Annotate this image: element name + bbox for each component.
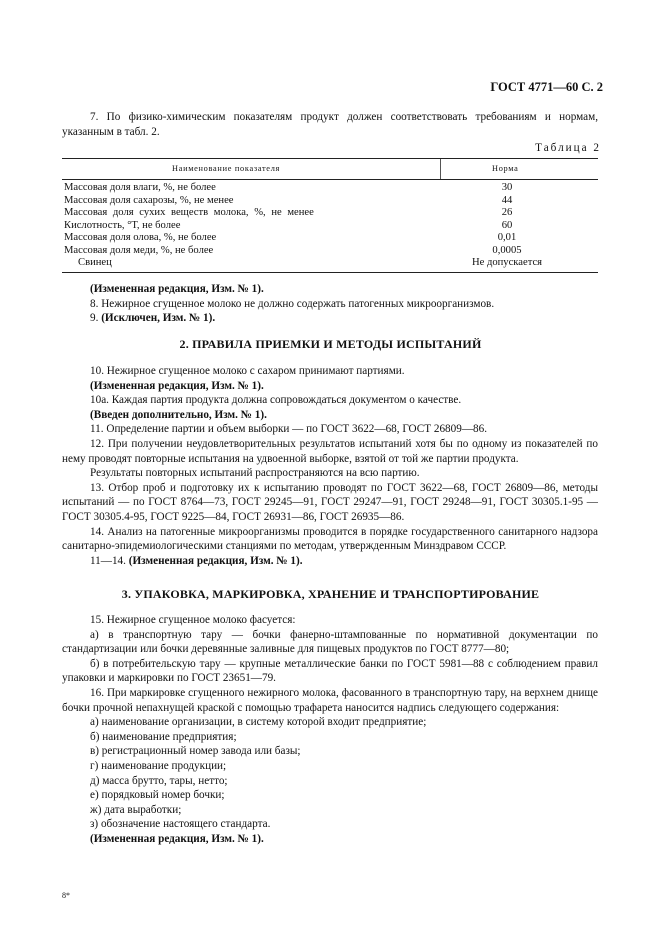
section-2-body bbox=[62, 364, 598, 568]
paragraph-9 bbox=[62, 311, 598, 326]
table-row-value: 60 bbox=[501, 219, 513, 231]
paragraph-14: 14. Анализ на патогенные микроорганизмы проводится в порядке государственного санитарного надзора санитарно-эпидемиологическими станциями по методам, утвержденным Минздравом СССР. bbox=[62, 525, 598, 553]
table-row bbox=[62, 257, 598, 270]
page-footer-mark: 8* bbox=[62, 891, 70, 900]
paragraph-12b: Результаты повторных испытаний распространяются на всю партию. bbox=[90, 467, 420, 480]
page-header: ГОСТ 4771—60 С. 2 bbox=[490, 80, 603, 94]
table-row-value: 26 bbox=[501, 207, 513, 218]
list-item: г) наименование продукции; bbox=[90, 759, 227, 772]
amendment-note: (Введен дополнительно, Изм. № 1). bbox=[90, 408, 267, 421]
amendment-note: (Измененная редакция, Изм. № 1). bbox=[90, 283, 264, 295]
paragraph-11-14 bbox=[62, 554, 598, 569]
section-3-body bbox=[62, 613, 598, 847]
paragraph-9-number: 9. bbox=[90, 312, 99, 325]
table-body bbox=[62, 182, 598, 270]
list-item: з) обозначение настоящего стандарта. bbox=[90, 818, 271, 831]
paragraph-9-status: (Исключен, Изм. № 1). bbox=[101, 312, 216, 325]
table-row-name: Свинец bbox=[78, 257, 112, 268]
table-row-value: 0,0005 bbox=[492, 244, 522, 256]
table-header-row bbox=[62, 158, 598, 180]
table-row-value: 44 bbox=[501, 194, 513, 206]
table-row bbox=[62, 207, 598, 220]
paragraph-7 bbox=[62, 110, 598, 139]
section-3-title: 3. УПАКОВКА, МАРКИРОВКА, ХРАНЕНИЕ И ТРАНСПОРТИРОВАНИЕ bbox=[121, 587, 540, 601]
paragraph-16: 16. При маркировке сгущенного нежирного молока, фасованного в транспортную тару, на верхнем днище бочки прочной непахнущей краской с помощью трафарета наносится надпись следующего содержания: bbox=[62, 686, 598, 714]
list-item: б) наименование предприятия; bbox=[90, 730, 237, 743]
table-header-divider bbox=[440, 159, 441, 179]
list-item: д) масса брутто, тары, нетто; bbox=[90, 774, 228, 787]
paragraph-12: 12. При получении неудовлетворительных результатов испытаний хотя бы по одному из показателей по нему проводят повторные испытания на удвоенной выборке, взятой от той же партии продукта. bbox=[62, 437, 598, 465]
table-col-name-header: Наименование показателя bbox=[172, 164, 281, 173]
paragraph-7-text: 7. По физико-химическим показателям продукт должен соответствовать требованиям и нормам, указанным в табл. 2. bbox=[62, 111, 598, 138]
table-row-name: Массовая доля сухих веществ молока, %, не менее bbox=[64, 207, 314, 218]
table-row-name: Массовая доля влаги, %, не более bbox=[64, 182, 216, 193]
list-item: а) наименование организации, в систему которой входит предприятие; bbox=[90, 716, 427, 729]
table-row-value: 0,01 bbox=[497, 232, 517, 243]
list-item: в) регистрационный номер завода или базы; bbox=[90, 745, 301, 758]
paragraph-15a: а) в транспортную тару — бочки фанерно-штампованные по нормативной документации по стандартизации или бочки деревянные заливные для пищевых продуктов по ГОСТ 8777—80; bbox=[62, 628, 598, 656]
table-row bbox=[62, 182, 598, 195]
table-row-name: Массовая доля меди, %, не более bbox=[64, 244, 214, 256]
paragraph-15: 15. Нежирное сгущенное молоко фасуется: bbox=[90, 614, 296, 626]
list-item: е) порядковый номер бочки; bbox=[90, 789, 225, 802]
paragraph-10a: 10а. Каждая партия продукта должна сопровождаться документом о качестве. bbox=[90, 394, 462, 407]
section-2-title: 2. ПРАВИЛА ПРИЕМКИ И МЕТОДЫ ИСПЫТАНИЙ bbox=[179, 337, 482, 351]
paragraph-11-14-status: (Измененная редакция, Изм. № 1). bbox=[128, 554, 303, 567]
table-row-name: Массовая доля сахарозы, %, не менее bbox=[64, 194, 234, 206]
table-row bbox=[62, 245, 598, 258]
amendment-note: (Измененная редакция, Изм. № 1). bbox=[90, 832, 264, 845]
paragraph-15b: б) в потребительскую тару — крупные металлические банки по ГОСТ 5981—88 с соблюдением правил упаковки и маркировки по ГОСТ 23651—79. bbox=[62, 657, 598, 685]
paragraph-13: 13. Отбор проб и подготовку их к испытанию проводят по ГОСТ 3622—68, ГОСТ 26809—86, методы испытаний — по ГОСТ 8764—73, ГОСТ 29245—91, ГОСТ 29247—91, ГОСТ 29248—91, ГОСТ 30305.1-95 — ГОСТ 30305.4-95, ГОСТ 9225—84, ГОСТ 26931—86, ГОСТ 26935—86. bbox=[62, 481, 598, 523]
after-table-block bbox=[62, 282, 598, 326]
table-2 bbox=[62, 158, 598, 276]
list-item: ж) дата выработки; bbox=[90, 803, 182, 816]
paragraph-8: 8. Нежирное сгущенное молоко не должно содержать патогенных микроорганизмов. bbox=[90, 297, 495, 310]
table-row bbox=[62, 232, 598, 245]
table-row-name: Массовая доля олова, %, не более bbox=[64, 232, 217, 243]
table-row bbox=[62, 195, 598, 208]
paragraph-11: 11. Определение партии и объем выборки — по ГОСТ 3622—68, ГОСТ 26809—86. bbox=[90, 423, 488, 436]
table-row-name: Кислотность, °Т, не более bbox=[64, 219, 181, 231]
amendment-note: (Измененная редакция, Изм. № 1). bbox=[90, 379, 264, 392]
table-caption: Таблица 2 bbox=[535, 142, 601, 154]
table-row bbox=[62, 220, 598, 233]
paragraph-10: 10. Нежирное сгущенное молоко с сахаром принимают партиями. bbox=[90, 365, 405, 377]
paragraph-11-14-number: 11—14. bbox=[90, 554, 126, 567]
table-row-value: 30 bbox=[501, 182, 513, 193]
table-col-norm-header: Норма bbox=[492, 164, 519, 173]
table-row-value: Не допускается bbox=[471, 257, 543, 268]
table-bottom-rule bbox=[62, 272, 598, 273]
